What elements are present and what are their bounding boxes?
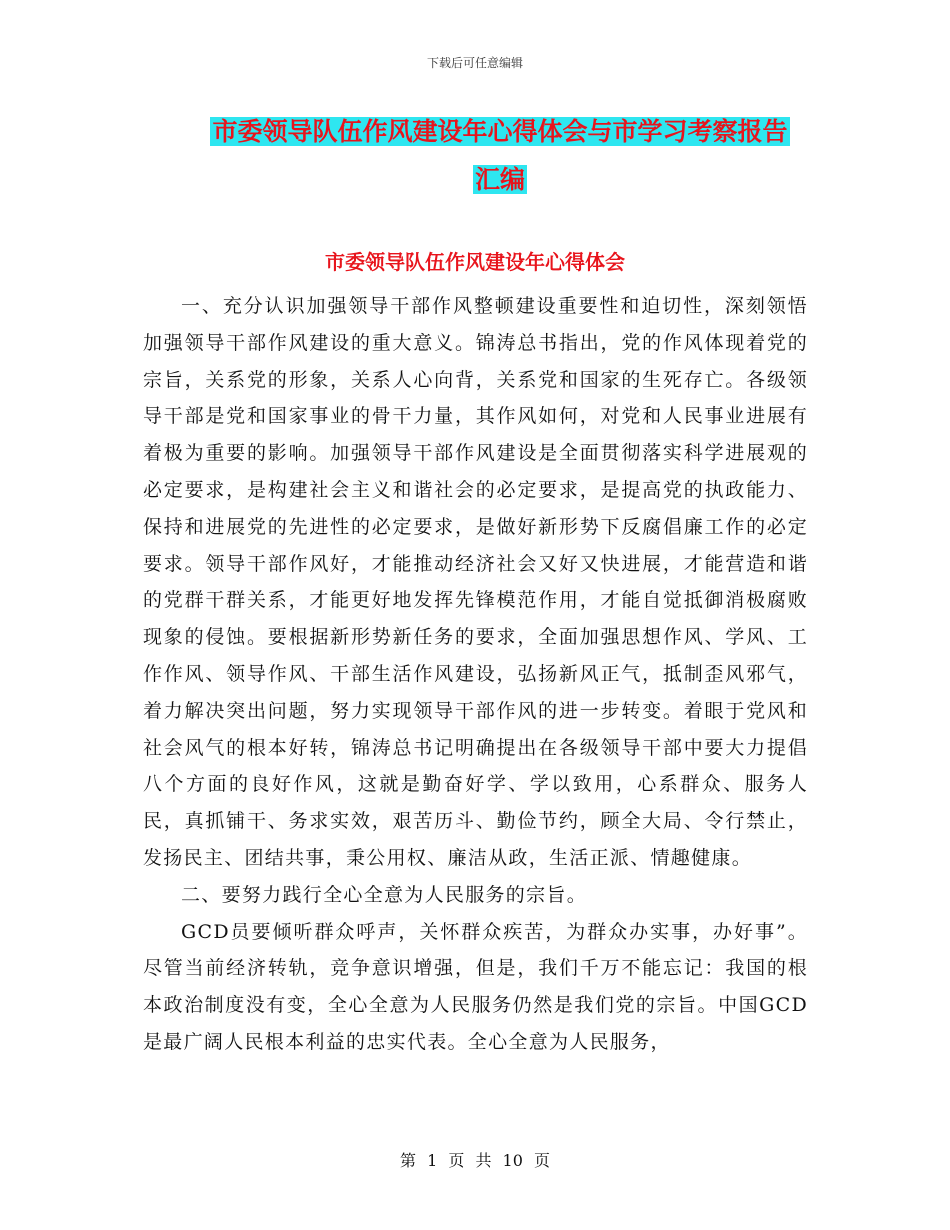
document-title [190,108,810,204]
header-note: 下载后可任意编辑 [426,56,523,70]
title-line-1: 市委领导队伍作风建设年心得体会与市学习考察报告 [212,117,788,146]
title-line-2: 汇编 [474,165,525,194]
page-footer: 第 1 页 共 10 页 [400,1151,550,1170]
section-title: 市委领导队伍作风建设年心得体会 [325,250,625,274]
paragraph-2: 二、要努力践行全心全意为人民服务的宗旨。 [181,883,588,906]
paragraph-1: 一、充分认识加强领导干部作风整顿建设重要性和迫切性，深刻领悟加强领导干部作风建设的重大意义。锦涛总书指出，党的作风体现着党的宗旨，关系党的形象，关系人心向背，关系党和国家的生死存亡。各级领导干部是党和国家事业的骨干力量，其作风如何，对党和人民事业进展有着极为重要的影响。加强领导干部作风建设是全面贯彻落实科学进展观的必定要求，是构建社会主义和谐社会的必定要求，是提高党的执政能力、保持和进展党的先进性的必定要求，是做好新形势下反腐倡廉工作的必定要求。领导干部作风好，才能推动经济社会又好又快进展，才能营造和谐的党群干群关系，才能更好地发挥先锋模范作用，才能自觉抵御消极腐败现象的侵蚀。要根据新形势新任务的要求，全面加强思想作风、学风、工作作风、领导作风、干部生活作风建设，弘扬新风正气，抵制歪风邪气，着力解决突出问题，努力实现领导干部作风的进一步转变。着眼于党风和社会风气的根本好转，锦涛总书记明确提出在各级领导干部中要大力提倡八个方面的良好作风，这就是勤奋好学、学以致用，心系群众、服务人民，真抓铺干、务求实效，艰苦历斗、勤俭节约，顾全大局、令行禁止，发扬民主、团结共事，秉公用权、廉洁从政，生活正派、情趣健康。 [143,295,808,869]
body-text [143,288,808,1061]
paragraph-3: GCD员要倾听群众呼声，关怀群众疾苦，为群众办实事，办好事”。尽管当前经济转轨，竞争意识增强，但是，我们千万不能忘记：我国的根本政治制度没有变，全心全意为人民服务仍然是我们党的宗旨。中国GCD是最广阔人民根本利益的忠实代表。全心全意为人民服务， [143,920,808,1053]
